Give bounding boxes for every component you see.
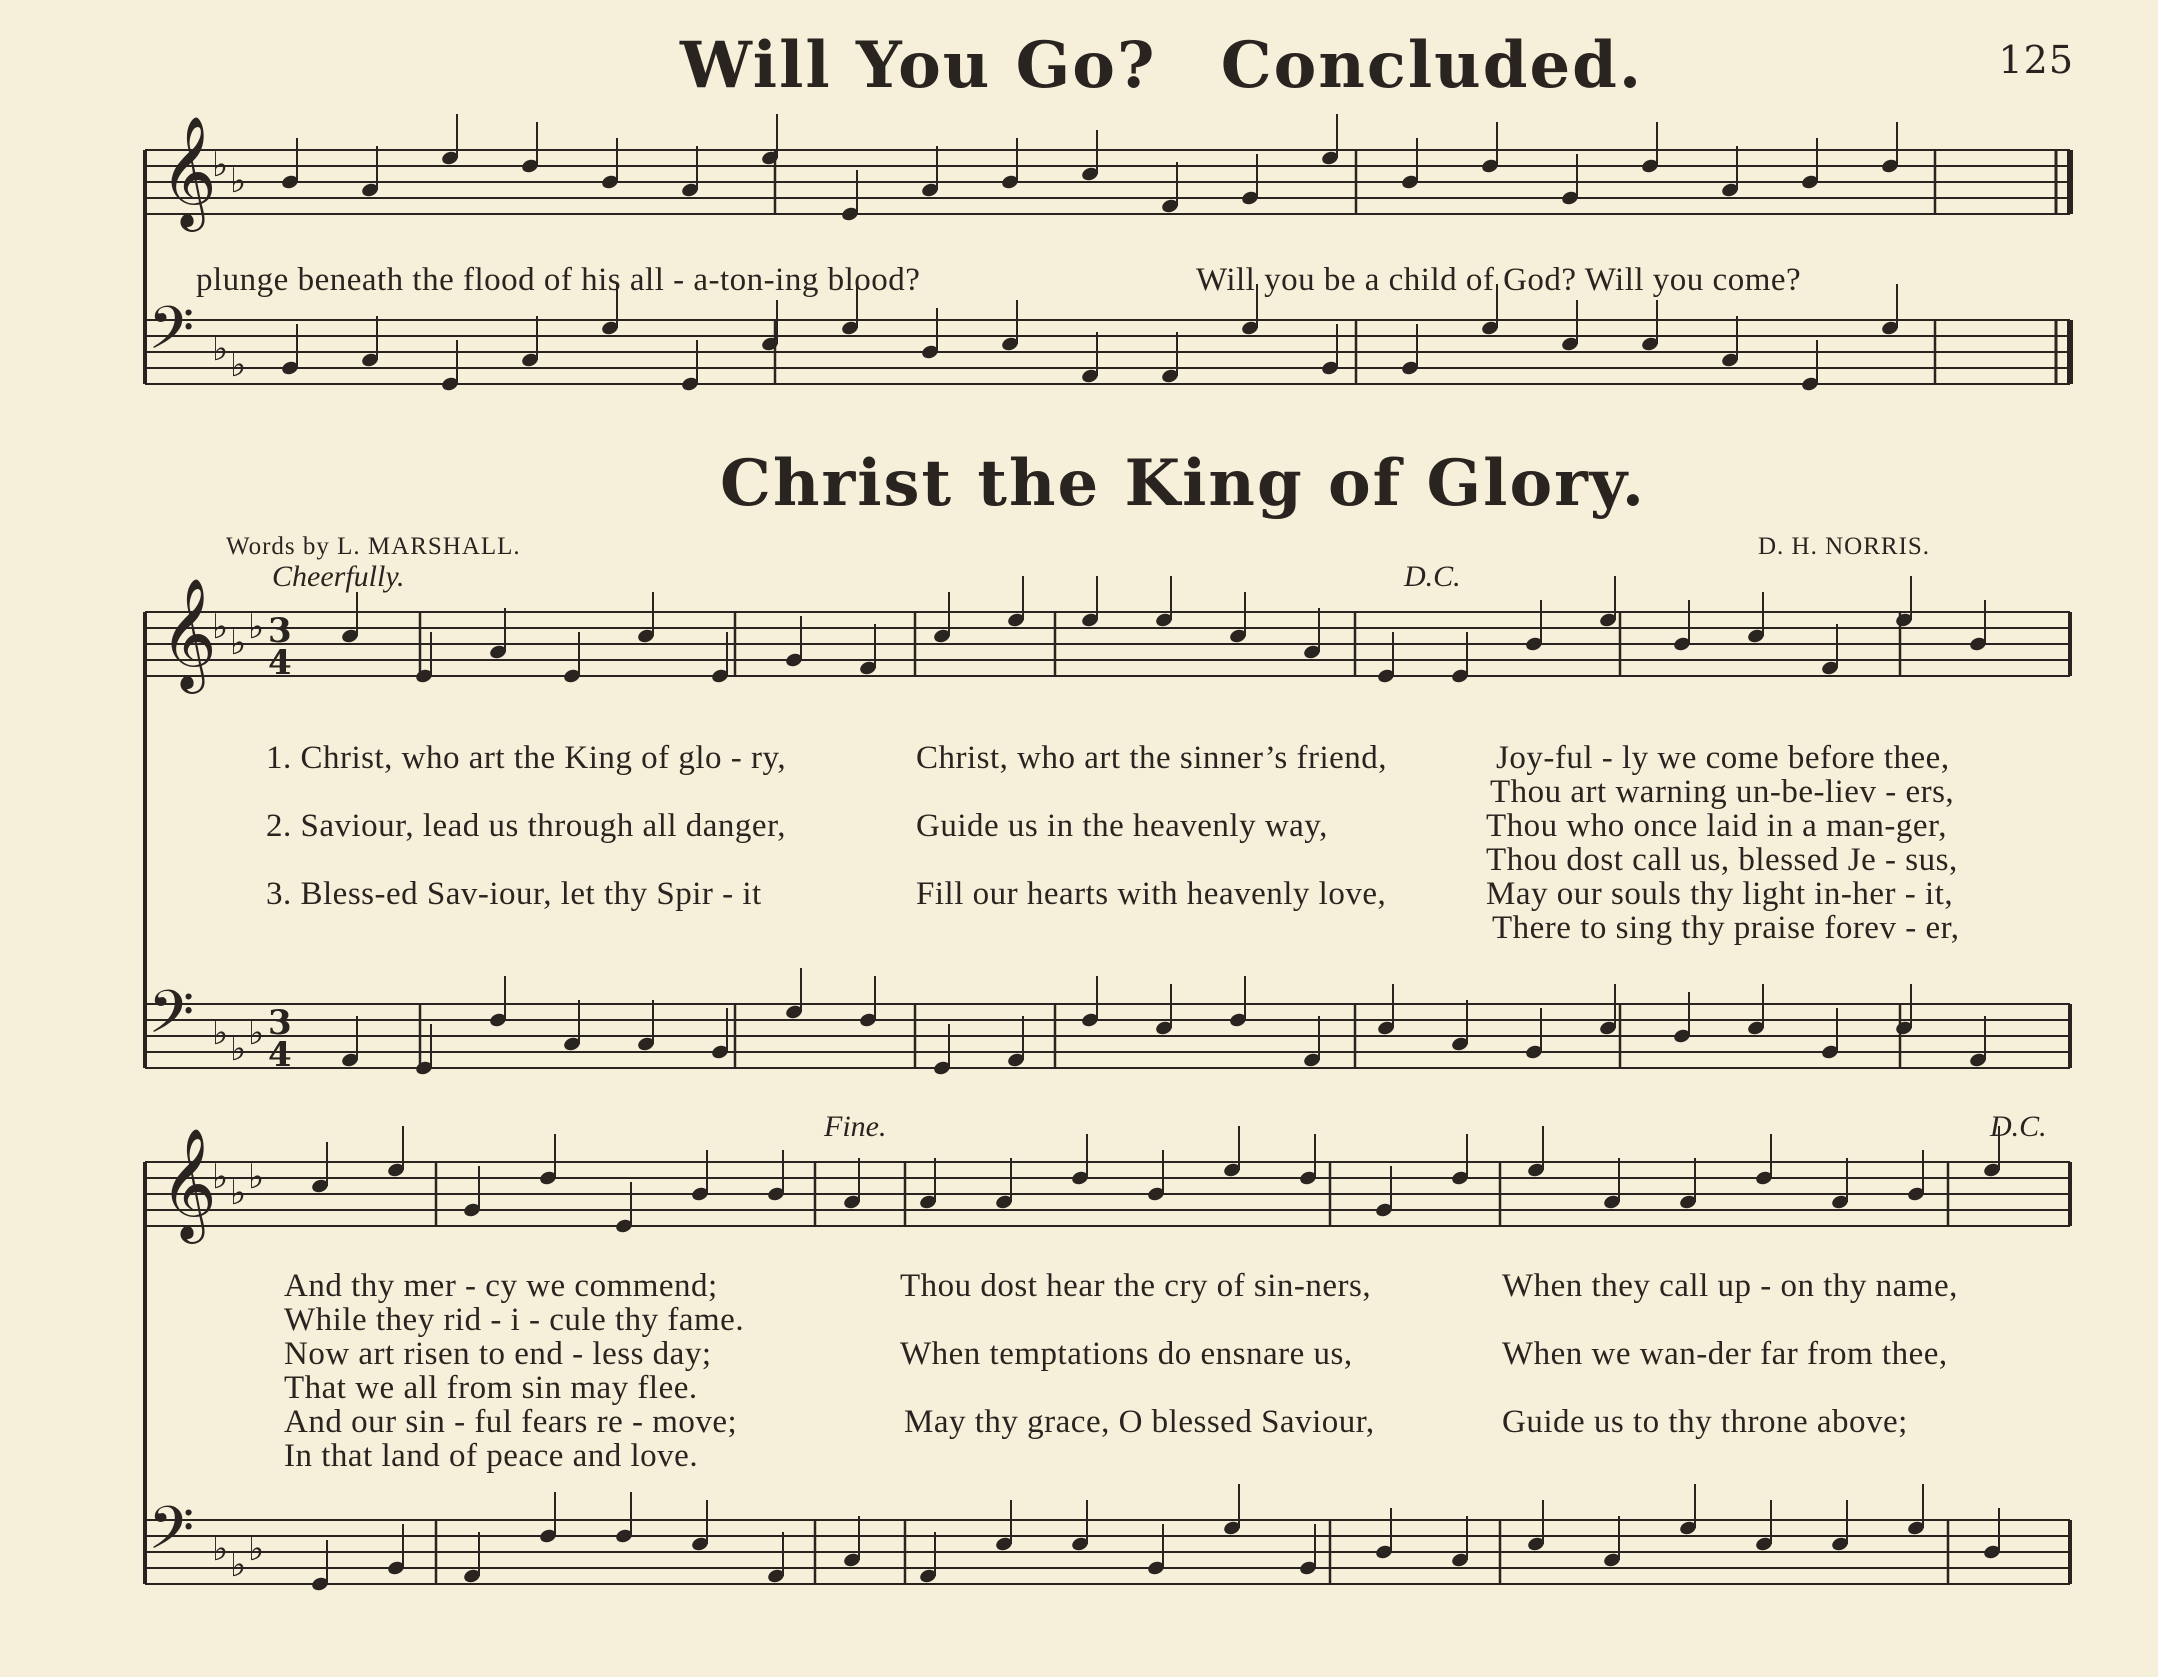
s2-v3-b: May thy grace, O blessed Saviour, — [904, 1404, 1375, 1440]
h1-bass-flat: ♭ — [212, 329, 229, 369]
words-credit: Words by L. MARSHALL. — [226, 533, 521, 560]
s1-v3-c2: There to sing thy praise forev - er, — [1492, 910, 1960, 946]
tempo-marking: Cheerfully. — [272, 560, 405, 593]
s2-v3-a2: In that land of peace and love. — [284, 1438, 699, 1474]
s1-v2-a: 2. Saviour, lead us through all danger, — [266, 808, 786, 844]
h1-treble-clef: 𝄞 — [160, 115, 217, 227]
s2-v2-c: When we wan-der far from thee, — [1502, 1336, 1948, 1372]
s1-v1-a: 1. Christ, who art the King of glo - ry, — [266, 740, 787, 776]
s1-treble-flat: ♭ — [248, 607, 265, 647]
s2-treble-flat: ♭ — [212, 1157, 229, 1197]
s1-v1-c: Joy-ful - ly we come before thee, — [1496, 740, 1950, 776]
s1-treble-clef: 𝄞 — [160, 577, 217, 689]
s2-treble-flat: ♭ — [230, 1173, 247, 1213]
h1-treble-flat: ♭ — [230, 161, 247, 201]
s2-treble-flat: ♭ — [248, 1157, 265, 1197]
s2-v1-a: And thy mer - cy we commend; — [284, 1268, 718, 1304]
s2-bass-flat: ♭ — [248, 1529, 265, 1569]
h1-treble-flat: ♭ — [212, 145, 229, 185]
s2-bass-clef: 𝄢 — [148, 1493, 195, 1577]
s1-v1-b: Christ, who art the sinner’s friend, — [916, 740, 1388, 776]
s2-v1-c: When they call up - on thy name, — [1502, 1268, 1958, 1304]
s1-v1-c2: Thou art warning un-be-liev - ers, — [1490, 774, 1955, 810]
s2-v2-b: When temptations do ensnare us, — [900, 1336, 1353, 1372]
s1-v2-c: Thou who once laid in a man-ger, — [1486, 808, 1947, 844]
s1-bass-flat: ♭ — [212, 1013, 229, 1053]
s1-treble-time-top: 3 — [268, 611, 292, 651]
hymn1-lyric-line-a: plunge beneath the flood of his all - a-ton-ing blood? — [196, 262, 921, 298]
s1-bass-flat: ♭ — [248, 1013, 265, 1053]
hymn1-lyric-line-b: Will you be a child of God? Will you come? — [1196, 262, 1802, 298]
s1-bass-time-bottom: 4 — [268, 1035, 292, 1075]
h1-bass-clef: 𝄢 — [148, 293, 195, 377]
s2-v1-a2: While they rid - i - cule thy fame. — [284, 1302, 745, 1338]
s1-bass-clef: 𝄢 — [148, 977, 195, 1061]
s1-v3-a: 3. Bless-ed Sav-iour, let thy Spir - it — [266, 876, 762, 912]
s1-bass-time-top: 3 — [268, 1003, 292, 1043]
page-number: 125 — [1998, 38, 2074, 82]
s1-treble-time-bottom: 4 — [268, 643, 292, 683]
s1-v2-c2: Thou dost call us, blessed Je - sus, — [1486, 842, 1958, 878]
h1-bass-flat: ♭ — [230, 345, 247, 385]
hymn1-title-suffix: Concluded. — [1220, 28, 1644, 103]
s1-v3-b: Fill our hearts with heavenly love, — [916, 876, 1387, 912]
hymn1-title-main: Will You Go? — [680, 28, 1157, 103]
s2-bass-flat: ♭ — [212, 1529, 229, 1569]
fine-marking: Fine. — [824, 1110, 887, 1143]
s2-v2-a2: That we all from sin may flee. — [284, 1370, 698, 1406]
s1-bass-flat: ♭ — [230, 1029, 247, 1069]
s2-treble-clef: 𝄞 — [160, 1127, 217, 1239]
hymn2-title: Christ the King of Glory. — [720, 446, 1646, 521]
s1-v2-b: Guide us in the heavenly way, — [916, 808, 1328, 844]
s1-v3-c: May our souls thy light in-her - it, — [1486, 876, 1954, 912]
s2-v1-b: Thou dost hear the cry of sin-ners, — [900, 1268, 1372, 1304]
s2-v2-a: Now art risen to end - less day; — [284, 1336, 712, 1372]
composer-credit: D. H. NORRIS. — [1758, 533, 1931, 560]
dc-marking-1: D.C. — [1404, 560, 1461, 593]
s2-v3-c: Guide us to thy throne above; — [1502, 1404, 1908, 1440]
dc-marking-2: D.C. — [1990, 1110, 2047, 1143]
s1-treble-flat: ♭ — [230, 623, 247, 663]
s2-bass-flat: ♭ — [230, 1545, 247, 1585]
s1-treble-flat: ♭ — [212, 607, 229, 647]
s2-v3-a: And our sin - ful fears re - move; — [284, 1404, 738, 1440]
